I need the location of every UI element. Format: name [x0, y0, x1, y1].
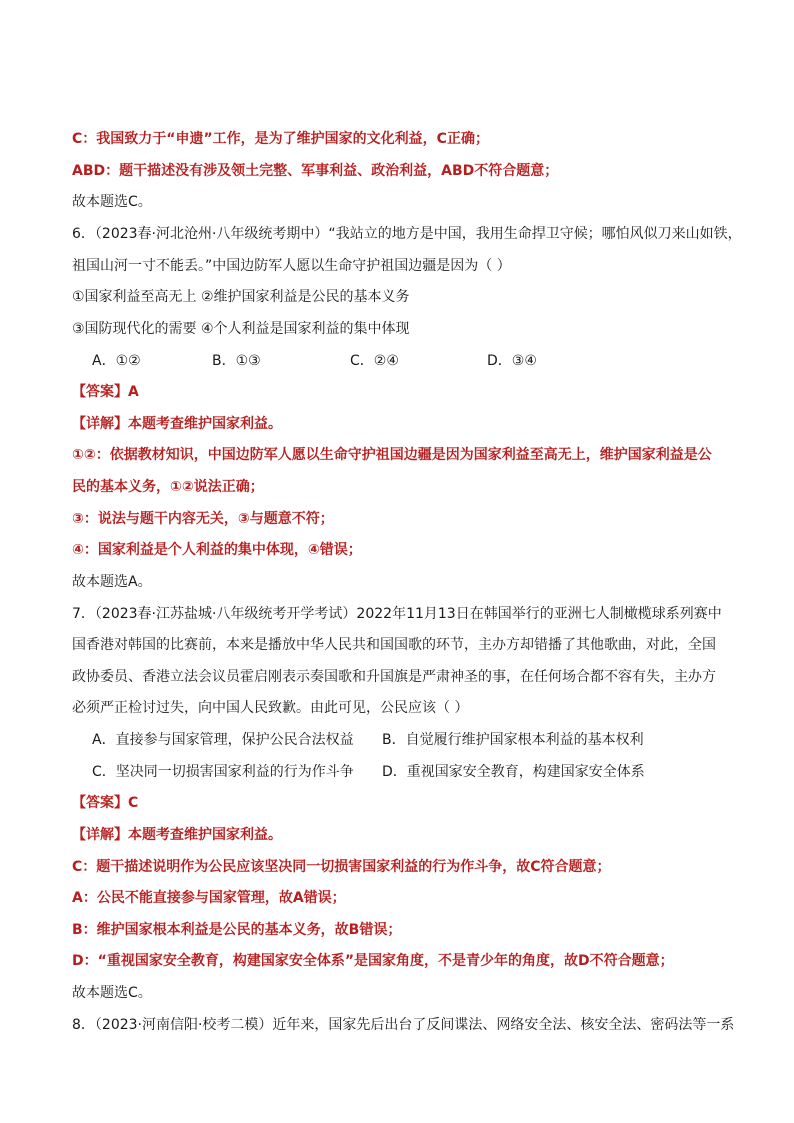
question-8-stem: 8．（2023·河南信阳·校考二模）近年来，国家先后出台了反间谍法、网络安全法、核安全法、密码法等一系 [72, 1017, 735, 1033]
explanation-line: D：“重视国家安全教育，构建国家安全体系”是国家角度，不是青少年的角度，故D不符合题意； [72, 953, 674, 969]
explanation-line: C：题干描述说明作为公民应该坚决同一切损害国家利益的行为作斗争，故C符合题意； [72, 859, 611, 875]
question-6-option-d: D．③④ [487, 353, 537, 369]
question-7-option-d: D．重视国家安全教育，构建国家安全体系 [382, 764, 645, 780]
explanation-line: B：维护国家根本利益是公民的基本义务，故B错误； [72, 922, 402, 938]
question-7-option-b: B．自觉履行维护国家根本利益的基本权利 [382, 732, 644, 748]
question-7-stem: 国香港对韩国的比赛前，本来是播放中华人民共和国国歌的环节，主办方却错播了其他歌曲，对此，全国 [72, 637, 716, 653]
explanation-label: 【详解】本题考查维护国家利益。 [72, 827, 282, 843]
explanation-line: A：公民不能直接参与国家管理，故A错误； [72, 890, 346, 906]
explanation-line: 民的基本义务，①②说法正确； [72, 479, 264, 495]
question-7-stem: 政协委员、香港立法会议员霍启刚表示奏国歌和升国旗是严肃神圣的事，在任何场合都不容有失，主办方 [72, 669, 716, 685]
text-line: 故本题选A。 [72, 574, 152, 590]
explanation-label: 【详解】本题考查维护国家利益。 [72, 416, 282, 432]
explanation-line: ④：国家利益是个人利益的集中体现，④错误； [72, 542, 362, 558]
text-line: 故本题选C。 [72, 985, 152, 1001]
question-6-stem: 祖国山河一寸不能丢。”中国边防军人愿以生命守护祖国边疆是因为（ ） [72, 258, 511, 274]
answer-label: 【答案】A [72, 384, 139, 400]
explanation-line: ③：说法与题干内容无关，③与题意不符； [72, 511, 334, 527]
explanation-line: ①②：依据教材知识，中国边防军人愿以生命守护祖国边疆是因为国家利益至高无上，维护国家利益是公 [72, 447, 712, 463]
question-7-stem: 必须严正检讨过失，向中国人民致歉。由此可见，公民应该（ ） [72, 700, 469, 716]
text-line: C：我国致力于“申遗”工作，是为了维护国家的文化利益，C正确； [72, 131, 489, 147]
question-6-stem: 6．（2023春·河北沧州·八年级统考期中）“我站立的地方是中国，我用生命捍卫守候；哪怕风似刀来山如铁， [72, 226, 742, 242]
question-6-statement: ③国防现代化的需要 ④个人利益是国家利益的集中体现 [72, 321, 410, 337]
question-6-option-a: A．①② [92, 353, 141, 369]
question-6-option-c: C．②④ [350, 353, 399, 369]
answer-label: 【答案】C [72, 795, 139, 811]
text-line: ABD：题干描述没有涉及领土完整、军事利益、政治利益，ABD不符合题意； [72, 163, 559, 179]
text-line: 故本题选C。 [72, 194, 152, 210]
question-7-stem: 7．（2023春·江苏盐城·八年级统考开学考试）2022年11月13日在韩国举行的亚洲七人制橄榄球系列赛中 [72, 606, 722, 622]
question-6-option-b: B．①③ [212, 353, 261, 369]
question-7-option-a: A．直接参与国家管理，保护公民合法权益 [92, 732, 354, 748]
question-6-statement: ①国家利益至高无上 ②维护国家利益是公民的基本义务 [72, 289, 410, 305]
question-7-option-c: C．坚决同一切损害国家利益的行为作斗争 [92, 764, 354, 780]
